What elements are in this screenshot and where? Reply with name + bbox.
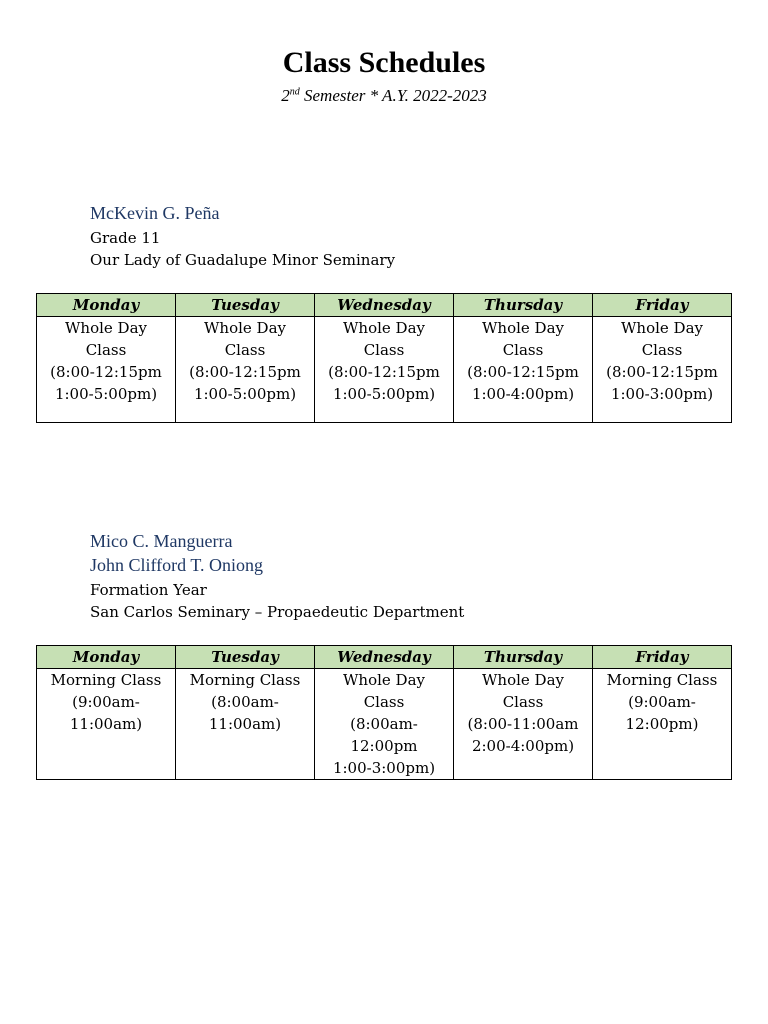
grade-level: Grade 11: [90, 229, 161, 247]
student-name: Mico C. Manguerra: [90, 531, 233, 551]
day-header-tuesday: Tuesday: [176, 294, 315, 317]
day-header-thursday: Thursday: [454, 294, 593, 317]
schedule-cell-tuesday: Whole Day Class (8:00-12:15pm 1:00-5:00pm): [176, 317, 315, 423]
semester-number: 2: [281, 86, 290, 105]
schedule-cell-monday: Whole Day Class (8:00-12:15pm 1:00-5:00pm): [37, 317, 176, 423]
schedule-cell-wednesday: Whole Day Class (8:00-12:15pm 1:00-5:00pm): [315, 317, 454, 423]
day-header-monday: Monday: [37, 646, 176, 669]
grade-level: Formation Year: [90, 581, 207, 599]
schedule-cell-friday: Morning Class (9:00am- 12:00pm): [593, 669, 732, 780]
day-header-thursday: Thursday: [454, 646, 593, 669]
semester-academic-year: Semester * A.Y. 2022-2023: [299, 86, 487, 105]
day-header-tuesday: Tuesday: [176, 646, 315, 669]
page-title: Class Schedules: [282, 46, 486, 79]
student-name: John Clifford T. Oniong: [90, 555, 264, 575]
day-header-monday: Monday: [37, 294, 176, 317]
table-header-row: [37, 646, 732, 669]
schedule-cell-thursday: Whole Day Class (8:00-12:15pm 1:00-4:00pm): [454, 317, 593, 423]
schedule-table-1: [36, 293, 732, 423]
semester-ordinal-suffix: nd: [289, 86, 300, 98]
schedule-table-2: [36, 645, 732, 780]
student-info-1: [90, 201, 740, 271]
page-subtitle: [0, 86, 768, 106]
schedule-cell-wednesday: Whole Day Class (8:00am- 12:00pm 1:00-3:00pm): [315, 669, 454, 780]
day-header-friday: Friday: [593, 646, 732, 669]
schedule-cell-tuesday: Morning Class (8:00am- 11:00am): [176, 669, 315, 780]
schedule-cell-monday: Morning Class (9:00am- 11:00am): [37, 669, 176, 780]
student-name: McKevin G. Peña: [90, 203, 220, 223]
day-header-friday: Friday: [593, 294, 732, 317]
day-header-wednesday: Wednesday: [315, 646, 454, 669]
school-name: Our Lady of Guadalupe Minor Seminary: [90, 251, 396, 269]
schedule-cell-thursday: Whole Day Class (8:00-11:00am 2:00-4:00pm): [454, 669, 593, 780]
table-header-row: [37, 294, 732, 317]
schedule-cell-friday: Whole Day Class (8:00-12:15pm 1:00-3:00pm): [593, 317, 732, 423]
school-name: San Carlos Seminary – Propaedeutic Department: [90, 603, 465, 621]
table-row: [37, 669, 732, 780]
student-info-2: [90, 529, 740, 623]
day-header-wednesday: Wednesday: [315, 294, 454, 317]
table-row: [37, 317, 732, 423]
